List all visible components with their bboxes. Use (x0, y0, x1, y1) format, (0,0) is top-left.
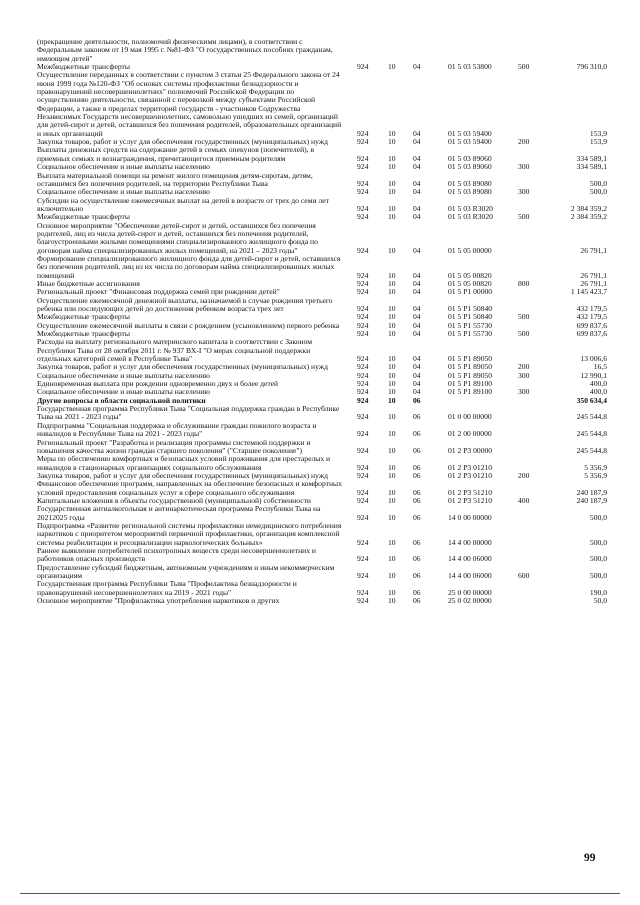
row-target-article: 01 5 P1 89100 (448, 379, 493, 389)
row-grbs: 924 (357, 245, 369, 255)
row-target-article: 01 5 05 00820 (448, 278, 492, 288)
row-subsection: 04 (413, 212, 421, 222)
row-subsection: 04 (413, 162, 421, 172)
row-target-article: 01 5 03 89060 (448, 153, 492, 163)
row-name: Закупка товаров, работ и услуг для обеспечения государственных (муниципальных) нужд (37, 137, 328, 147)
row-section: 10 (388, 187, 396, 197)
row-subsection: 04 (413, 304, 421, 313)
row-expense-type: 800 (518, 278, 530, 288)
row-amount: 500,0 (589, 537, 607, 547)
row-amount: 5 356,9 (584, 470, 607, 480)
row-expense-type: 300 (518, 370, 530, 380)
row-grbs: 924 (357, 278, 369, 288)
row-grbs: 924 (357, 445, 369, 455)
row-grbs: 924 (357, 203, 369, 213)
row-amount: 50,0 (593, 596, 607, 606)
row-target-article: 14 4 00 00000 (448, 537, 492, 547)
row-amount: 153,9 (589, 128, 607, 138)
row-section: 10 (388, 304, 396, 313)
row-target-article: 01 5 P1 55730 (448, 329, 493, 339)
row-grbs: 924 (357, 596, 369, 606)
row-name: Другие вопросы в области социальной политики (37, 395, 206, 405)
row-expense-type: 300 (518, 187, 530, 197)
row-name: Региональный проект "Финансовая поддержка семей при рождении детей" (37, 287, 280, 297)
row-subsection: 04 (413, 320, 421, 330)
row-section: 10 (388, 387, 396, 397)
row-grbs: 924 (357, 587, 369, 597)
row-target-article: 01 2 P3 51210 (448, 487, 493, 497)
row-name: Осуществление ежемесячной денежной выплаты, назначаемой в случае рождения третьего ребенка или последующих детей до достижения ребенком возраста трех лет (37, 295, 333, 313)
row-grbs: 924 (357, 487, 369, 497)
row-section: 10 (388, 412, 396, 422)
row-target-article: 01 5 03 59400 (448, 128, 492, 138)
row-amount: 245 544,8 (576, 445, 607, 455)
row-name: Капитальные вложения в объекты государственной (муниципальной) собственности (37, 495, 311, 505)
row-subsection: 04 (413, 203, 421, 213)
row-target-article: 01 2 00 00000 (448, 429, 492, 439)
row-section: 10 (388, 395, 396, 405)
row-amount: 334 589,1 (576, 153, 607, 163)
row-amount: 1 145 423,7 (570, 287, 607, 297)
row-grbs: 924 (357, 462, 369, 472)
row-section: 10 (388, 178, 396, 188)
budget-table (0, 38, 640, 605)
row-subsection: 06 (413, 512, 421, 522)
row-amount: 26 791,1 (580, 278, 607, 288)
row-section: 10 (388, 287, 396, 297)
row-section: 10 (388, 270, 396, 280)
row-section: 10 (388, 128, 396, 138)
row-subsection: 06 (413, 445, 421, 455)
table-row (0, 255, 640, 280)
row-name: Единовременная выплата при рождении одновременно двух и более детей (37, 379, 279, 389)
row-target-article: 14 0 00 00000 (448, 512, 492, 522)
row-grbs: 924 (357, 312, 369, 322)
row-subsection: 04 (413, 270, 421, 280)
table-row (0, 505, 640, 522)
row-name: Подпрограмма "Социальная поддержка и обслуживание граждан пожилого возраста и инвалидов в Республике Тыва на 2021 - 2023 годы" (37, 420, 317, 439)
row-subsection: 04 (413, 329, 421, 339)
table-row (0, 338, 640, 363)
row-amount: 245 544,8 (576, 412, 607, 422)
row-amount: 500,0 (589, 571, 607, 580)
table-row (0, 222, 640, 255)
row-amount: 245 544,8 (576, 429, 607, 439)
row-amount: 500,0 (589, 187, 607, 197)
row-target-article: 01 2 P3 01210 (448, 462, 493, 472)
row-grbs: 924 (357, 495, 369, 505)
row-target-article: 01 5 P1 89050 (448, 354, 493, 364)
row-name: Иные бюджетные ассигнования (37, 278, 140, 288)
row-grbs: 924 (357, 137, 369, 147)
row-subsection: 06 (413, 412, 421, 422)
row-amount: 432 179,5 (576, 312, 607, 322)
row-grbs: 924 (357, 554, 369, 564)
row-name: Социальное обеспечение и иные выплаты населению (37, 187, 210, 197)
row-amount: 350 634,4 (576, 395, 607, 405)
row-section: 10 (388, 212, 396, 222)
row-section: 10 (388, 596, 396, 606)
table-row (0, 172, 640, 189)
row-target-article: 01 5 03 R3020 (448, 203, 493, 213)
row-target-article: 01 5 05 00000 (448, 245, 492, 255)
row-name: Государственная программа Республики Тыва "Профилактика безнадзорности и правонарушений несовершеннолетних на 2019 - 2021 годы" (37, 579, 297, 597)
row-section: 10 (388, 487, 396, 497)
row-section: 10 (388, 571, 396, 580)
row-amount: 2 384 359,2 (570, 212, 607, 222)
row-amount: 796 310,0 (576, 62, 607, 72)
row-name: Формирование специализированного жилищного фонда для детей-сирот и детей, оставшихся без попечения родителей, лиц из их числа по договорам найма специализированных жилых помещений (37, 253, 341, 280)
row-target-article: 01 5 03 53800 (448, 62, 492, 72)
row-name: Социальное обеспечение и иные выплаты населению (37, 162, 210, 172)
row-expense-type: 300 (518, 387, 530, 397)
row-name: Закупка товаров, работ и услуг для обеспечения государственных (муниципальных) нужд (37, 470, 328, 480)
row-amount: 2 384 359,2 (570, 203, 607, 213)
row-name: (прекращение деятельности, полномочий физическими лицами), в соответствии с Федеральным законом от 19 мая 1995 г. №81-ФЗ "О государственных пособиях гражданам, имеющим детей" (37, 37, 333, 63)
row-section: 10 (388, 137, 396, 147)
row-amount: 240 187,9 (576, 487, 607, 497)
row-section: 10 (388, 320, 396, 330)
row-subsection: 04 (413, 187, 421, 197)
page-number: 99 (584, 852, 596, 864)
row-target-article: 01 5 03 89080 (448, 187, 492, 197)
row-grbs: 924 (357, 429, 369, 439)
row-subsection: 04 (413, 312, 421, 322)
row-grbs: 924 (357, 270, 369, 280)
row-subsection: 04 (413, 62, 421, 72)
row-name: Осуществление ежемесячной выплаты в связи с рождением (усыновлением) первого ребенка (37, 320, 340, 330)
row-subsection: 06 (413, 395, 421, 405)
row-expense-type: 200 (518, 470, 530, 480)
row-target-article: 01 5 03 89080 (448, 178, 492, 188)
table-row (0, 547, 640, 564)
row-section: 10 (388, 278, 396, 288)
table-row (0, 480, 640, 497)
row-subsection: 04 (413, 379, 421, 389)
row-expense-type: 500 (518, 62, 530, 72)
row-subsection: 06 (413, 537, 421, 547)
row-subsection: 06 (413, 462, 421, 472)
row-name: Межбюджетные трансферты (37, 329, 130, 339)
row-section: 10 (388, 379, 396, 389)
row-name: Выплата материальной помощи на ремонт жилого помещения детям-сиротам, детям, оставшимся без попечения родителей, на территории Республики Тыва (37, 170, 313, 188)
row-subsection: 04 (413, 370, 421, 380)
row-name: Основное мероприятие "Профилактика употребления наркотиков и других (37, 596, 280, 606)
row-subsection: 06 (413, 587, 421, 597)
row-grbs: 924 (357, 370, 369, 380)
row-target-article: 25 0 02 00000 (448, 596, 492, 606)
row-section: 10 (388, 312, 396, 322)
row-name: Межбюджетные трансферты (37, 212, 130, 222)
row-expense-type: 600 (518, 571, 530, 580)
table-row (0, 522, 640, 547)
row-section: 10 (388, 62, 396, 72)
row-target-article: 01 5 03 59400 (448, 137, 492, 147)
row-subsection: 04 (413, 362, 421, 372)
row-target-article: 25 0 00 00000 (448, 587, 492, 597)
row-target-article: 01 5 P1 89050 (448, 370, 493, 380)
row-name: Закупка товаров, работ и услуг для обеспечения государственных (муниципальных) нужд (37, 362, 328, 372)
row-grbs: 924 (357, 512, 369, 522)
row-amount: 500,0 (589, 554, 607, 564)
row-name: Государственная антиалкогольная и антинаркотическая программа Республики Тыва на 20212025 годы (37, 504, 321, 522)
row-subsection: 06 (413, 554, 421, 564)
row-target-article: 01 0 00 00000 (448, 412, 492, 422)
row-amount: 699 837,6 (576, 329, 607, 339)
row-section: 10 (388, 370, 396, 380)
row-grbs: 924 (357, 412, 369, 422)
row-section: 10 (388, 203, 396, 213)
table-row (0, 146, 640, 163)
row-expense-type: 500 (518, 312, 530, 322)
row-grbs: 924 (357, 178, 369, 188)
row-subsection: 04 (413, 178, 421, 188)
row-section: 10 (388, 245, 396, 255)
row-amount: 12 990,1 (580, 370, 607, 380)
row-section: 10 (388, 495, 396, 505)
table-row (0, 71, 640, 138)
row-subsection: 06 (413, 596, 421, 606)
row-section: 10 (388, 554, 396, 564)
row-name: Государственная программа Республики Тыва "Социальная поддержка граждан в Республике Тыва на 2021 - 2023 годы" (37, 404, 340, 422)
row-name: Основное мероприятие "Обеспечение детей-сирот и детей, оставшихся без попечения родителей, лиц из числа детей-сирот и детей, оставшихся без попечения родителей, благоустроенными жилыми помещениями специализированного жилищного фонда по договорам найма специализированных жилых помещений, на 2021 – 2023 годы" (37, 220, 318, 255)
row-subsection: 04 (413, 287, 421, 297)
row-grbs: 924 (357, 320, 369, 330)
row-amount: 334 589,1 (576, 162, 607, 172)
table-row (0, 564, 640, 581)
row-grbs: 924 (357, 571, 369, 580)
table-row (0, 580, 640, 597)
row-name: Раннее выявление потребителей психотропных веществ среди несовершеннолетних и работников опасных производств (37, 545, 316, 564)
row-grbs: 924 (357, 537, 369, 547)
row-expense-type: 500 (518, 212, 530, 222)
row-target-article: 01 5 P1 50840 (448, 312, 493, 322)
table-row (0, 422, 640, 439)
row-name: Подпрограмма «Развитие региональной системы профилактики немедицинского потребления наркотиков с приоритетом мероприятий первичной профилактики, организация комплексной системы реабилитации и ресоциализации наркологических больных» (37, 520, 342, 547)
row-subsection: 04 (413, 153, 421, 163)
row-grbs: 924 (357, 362, 369, 372)
row-subsection: 06 (413, 429, 421, 439)
row-grbs: 924 (357, 387, 369, 397)
row-grbs: 924 (357, 128, 369, 138)
row-target-article: 01 5 P1 00000 (448, 287, 493, 297)
row-amount: 240 187,9 (576, 495, 607, 505)
row-name: Меры по обеспечению комфортных и безопасных условий проживания для престарелых и инвалидов в стационарных организациях социального обслуживания (37, 454, 331, 472)
row-name: Межбюджетные трансферты (37, 312, 130, 322)
row-amount: 16,5 (593, 362, 607, 372)
row-amount: 5 356,9 (584, 462, 607, 472)
row-expense-type: 400 (518, 495, 530, 505)
row-target-article: 01 2 P3 51210 (448, 495, 493, 505)
row-name: Субсидии на осуществление ежемесячных выплат на детей в возрасте от трех до семи лет включительно (37, 195, 329, 213)
bottom-rule (20, 893, 620, 894)
row-grbs: 924 (357, 287, 369, 297)
row-section: 10 (388, 162, 396, 172)
row-section: 10 (388, 153, 396, 163)
table-row (0, 405, 640, 422)
row-subsection: 04 (413, 354, 421, 364)
row-section: 10 (388, 587, 396, 597)
row-subsection: 04 (413, 128, 421, 138)
row-subsection: 04 (413, 137, 421, 147)
row-section: 10 (388, 470, 396, 480)
row-amount: 500,0 (589, 178, 607, 188)
row-grbs: 924 (357, 187, 369, 197)
row-subsection: 06 (413, 487, 421, 497)
row-expense-type: 500 (518, 329, 530, 339)
row-name: Региональный проект "Разработка и реализация программы системной поддержки и повышения качества жизни граждан старшего поколения" ("Старшее поколение") (37, 437, 311, 455)
row-expense-type: 200 (518, 137, 530, 147)
row-subsection: 06 (413, 571, 421, 580)
row-target-article: 01 5 05 00820 (448, 270, 492, 280)
row-amount: 190,0 (589, 587, 607, 597)
row-section: 10 (388, 445, 396, 455)
row-name: Расходы на выплату регионального материнского капитала в соответствии с Законом Республики Тыва от 28 октября 2011 г. № 937 ВХ-I "О мерах социальной поддержки отдельных категорий семей в Республике Тыва" (37, 337, 313, 364)
row-target-article: 01 5 P1 55730 (448, 320, 493, 330)
table-row (0, 439, 640, 456)
table-row (0, 38, 640, 63)
row-target-article: 01 5 P1 50840 (448, 304, 493, 313)
row-target-article: 14 4 00 06000 (448, 571, 492, 580)
row-grbs: 924 (357, 470, 369, 480)
row-name: Предоставление субсидий бюджетным, автономным учреждениям и иным некоммерческим организациям (37, 562, 335, 580)
row-name: Межбюджетные трансферты (37, 62, 130, 72)
row-grbs: 924 (357, 62, 369, 72)
row-section: 10 (388, 537, 396, 547)
row-subsection: 06 (413, 470, 421, 480)
table-row (0, 455, 640, 472)
row-subsection: 04 (413, 278, 421, 288)
row-target-article: 01 5 P1 89050 (448, 362, 493, 372)
row-amount: 400,0 (589, 379, 607, 389)
row-section: 10 (388, 512, 396, 522)
row-section: 10 (388, 429, 396, 439)
row-target-article: 01 5 03 89060 (448, 162, 492, 172)
row-grbs: 924 (357, 379, 369, 389)
row-name: Социальное обеспечение и иные выплаты населению (37, 387, 210, 397)
table-row (0, 597, 640, 605)
row-name: Социальное обеспечение и иные выплаты населению (37, 370, 210, 380)
row-section: 10 (388, 362, 396, 372)
row-amount: 699 837,6 (576, 320, 607, 330)
row-name: Финансовое обеспечение программ, направленных на обеспечение безопасных и комфортных условий предоставления социальных услуг в сфере социального обслуживания (37, 479, 342, 497)
row-subsection: 06 (413, 495, 421, 505)
row-amount: 13 006,6 (580, 354, 607, 364)
row-amount: 500,0 (589, 512, 607, 522)
row-grbs: 924 (357, 153, 369, 163)
row-amount: 432 179,5 (576, 304, 607, 313)
row-expense-type: 200 (518, 362, 530, 372)
row-subsection: 04 (413, 387, 421, 397)
row-target-article: 14 4 00 06000 (448, 554, 492, 564)
row-section: 10 (388, 329, 396, 339)
row-grbs: 924 (357, 395, 369, 405)
row-name: Осуществление переданных в соответствии с пунктом 3 статьи 25 Федерального закона от 24 июня 1999 года №120-ФЗ "Об основах системы профилактики безнадзорности и правонарушений несовершеннолетних" полномочий Российской Федерации по осуществлению деятельности, связанной с перевозкой между субъектами Российской Федерации, а также в пределах территорий государств - участников Содружества Независимых Государств несовершеннолетних, самовольно ушедших из семей, организаций для детей-сирот и детей, оставшихся без попечения родителей, образовательных организаций и иных организаций (37, 70, 342, 138)
row-target-article: 01 2 P3 00000 (448, 445, 493, 455)
row-amount: 26 791,1 (580, 245, 607, 255)
row-expense-type: 300 (518, 162, 530, 172)
row-target-article: 01 5 P1 89100 (448, 387, 493, 397)
row-amount: 26 791,1 (580, 270, 607, 280)
table-row (0, 297, 640, 314)
row-subsection: 04 (413, 245, 421, 255)
row-grbs: 924 (357, 212, 369, 222)
row-grbs: 924 (357, 329, 369, 339)
row-amount: 400,0 (589, 387, 607, 397)
row-name: Выплаты денежных средств на содержание детей в семьях опекунов (попечителей), в приемных семьях и вознаграждения, причитающегося приемным родителям (37, 145, 315, 163)
row-grbs: 924 (357, 304, 369, 313)
row-target-article: 01 2 P3 01210 (448, 470, 493, 480)
row-grbs: 924 (357, 162, 369, 172)
row-grbs: 924 (357, 354, 369, 364)
row-section: 10 (388, 354, 396, 364)
table-row (0, 197, 640, 214)
row-amount: 153,9 (589, 137, 607, 147)
row-section: 10 (388, 462, 396, 472)
row-target-article: 01 5 03 R3020 (448, 212, 493, 222)
